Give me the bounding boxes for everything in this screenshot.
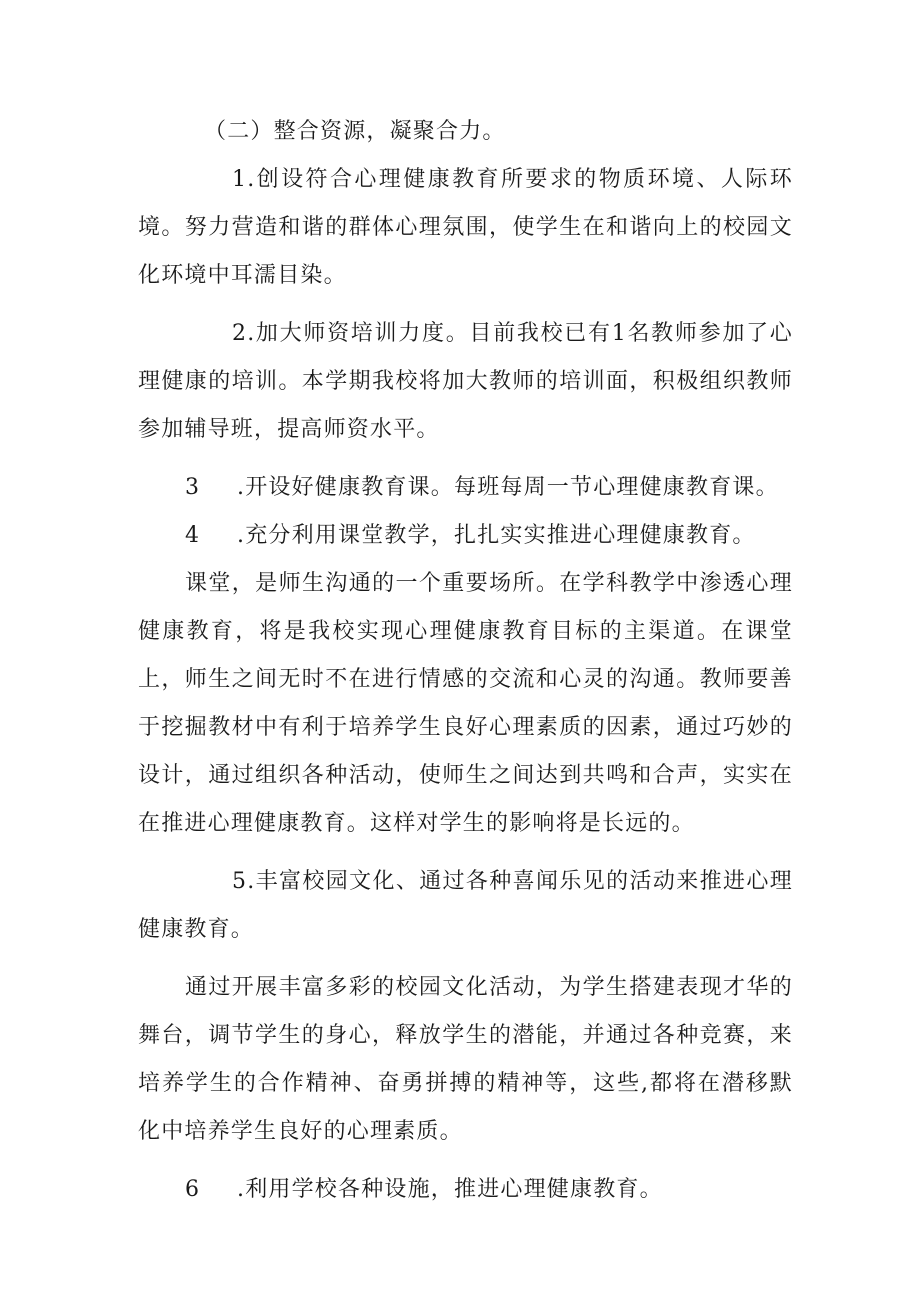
item-text: .丰富校园文化、通过各种喜闻乐见的活动来推进心理健康教育。	[138, 869, 793, 942]
item-number: 1	[232, 167, 248, 192]
item-text: .加大师资培训力度。目前我校已有1名教师参加了心理健康的培训。本学期我校将加大教师的培训面，积极组织教师参加辅导班，提高师资水平。	[138, 321, 793, 442]
section-heading: （二）整合资源，凝聚合力。	[204, 119, 506, 144]
list-item-6	[138, 1166, 793, 1214]
paragraph-culture: 通过开展丰富多彩的校园文化活动，为学生搭建表现才华的舞台，调节学生的身心，释放学生的潜能，并通过各种竞赛，来培养学生的合作精神、奋勇拼搏的精神等，这些,都将在潜移默化中培养学生良好的心理素质。	[138, 975, 793, 1144]
item-number: 5	[232, 869, 248, 894]
item-text: .开设好健康教育课。每班每周一节心理健康教育课。	[237, 475, 779, 500]
list-item-4	[138, 512, 793, 560]
item-text: .充分利用课堂教学，扎扎实实推进心理健康教育。	[237, 523, 756, 548]
item-number: 3	[185, 475, 201, 500]
list-item-2	[138, 310, 793, 454]
list-item-1	[138, 156, 793, 300]
paragraph-classroom: 课堂，是师生沟通的一个重要场所。在学科教学中渗透心理健康教育，将是我校实现心理健康教育目标的主渠道。在课堂上，师生之间无时不在进行情感的交流和心灵的沟通。教师要善于挖掘教材中有利于培养学生良好心理素质的因素，通过巧妙的设计，通过组织各种活动，使师生之间达到共鸣和合声，实实在在推进心理健康教育。这样对学生的影响将是长远的。	[138, 571, 793, 836]
item-text: .利用学校各种设施，推进心理健康教育。	[237, 1177, 663, 1202]
document-body	[138, 108, 793, 1214]
item-number: 6	[185, 1177, 201, 1202]
item-text: .创设符合心理健康教育所要求的物质环境、人际环境。努力营造和谐的群体心理氛围，使学生在和谐向上的校园文化环境中耳濡目染。	[138, 167, 793, 288]
item-number: 4	[185, 523, 201, 548]
item-number: 2	[232, 321, 248, 346]
list-item-5	[138, 858, 793, 954]
list-item-3	[138, 464, 793, 512]
